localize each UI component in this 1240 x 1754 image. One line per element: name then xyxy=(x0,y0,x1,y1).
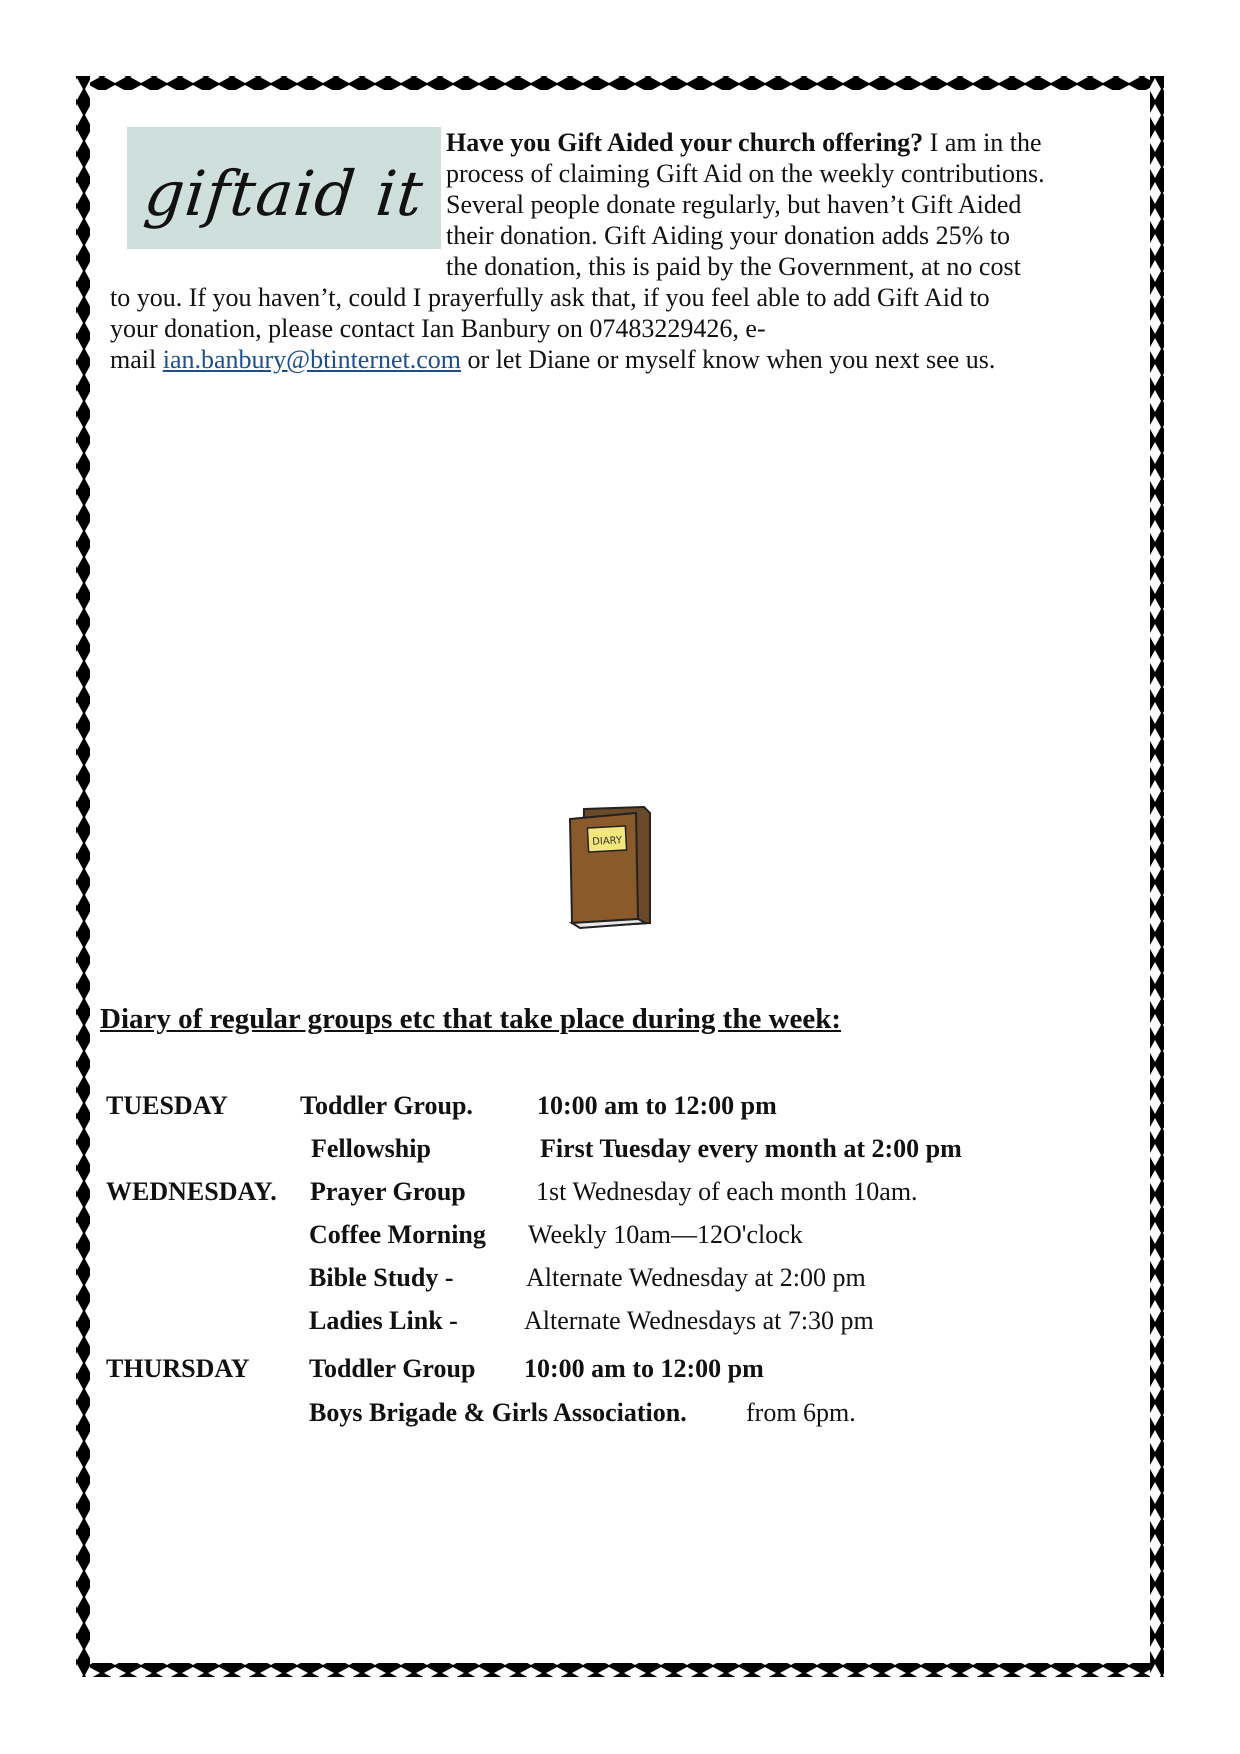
gift-aid-question: Have you Gift Aided your church offering? xyxy=(446,128,924,157)
wednesday-group-3: Bible Study - xyxy=(309,1263,454,1292)
thursday-time-2: from 6pm. xyxy=(746,1398,856,1427)
wednesday-group-1: Prayer Group xyxy=(310,1177,466,1206)
gift-aid-line-8-post: or let Diane or myself know when you next see us. xyxy=(461,345,996,374)
wednesday-time-1: 1st Wednesday of each month 10am. xyxy=(536,1177,918,1206)
giftaid-logo-text: giftaid it xyxy=(141,157,428,230)
email-link[interactable]: ian.banbury@btinternet.com xyxy=(162,345,462,374)
tuesday-time-1: 10:00 am to 12:00 pm xyxy=(537,1091,777,1120)
thursday-time-1: 10:00 am to 12:00 pm xyxy=(524,1354,764,1383)
thursday-group-2: Boys Brigade & Girls Association. xyxy=(309,1398,687,1427)
wednesday-group-4: Ladies Link - xyxy=(309,1306,458,1335)
gift-aid-line-5: the donation, this is paid by the Government, at no cost xyxy=(446,252,1021,281)
gift-aid-line-1-rest: I am in the xyxy=(923,128,1042,157)
wednesday-time-4: Alternate Wednesdays at 7:30 pm xyxy=(524,1306,874,1335)
wednesday-time-2: Weekly 10am—12O'clock xyxy=(528,1220,803,1249)
gift-aid-line-8 xyxy=(110,344,995,375)
day-tuesday: TUESDAY xyxy=(106,1091,228,1120)
gift-aid-line-3: Several people donate regularly, but haven’t Gift Aided xyxy=(446,190,1022,219)
tuesday-time-2: First Tuesday every month at 2:00 pm xyxy=(540,1134,962,1163)
diary-heading: Diary of regular groups etc that take place during the week: xyxy=(100,1003,842,1035)
tuesday-group-1: Toddler Group. xyxy=(300,1091,473,1120)
tuesday-group-2: Fellowship xyxy=(311,1134,431,1163)
gift-aid-line-4: their donation. Gift Aiding your donation adds 25% to xyxy=(446,221,1010,250)
gift-aid-line-8-pre: mail xyxy=(110,345,163,374)
diary-book-icon xyxy=(566,805,652,929)
thursday-group-1: Toddler Group xyxy=(309,1354,476,1383)
giftaid-logo xyxy=(127,127,441,249)
gift-aid-line-6: to you. If you haven’t, could I prayerfully ask that, if you feel able to add Gift Aid to xyxy=(110,283,990,312)
gift-aid-line-7: your donation, please contact Ian Banbury on 07483229426, e- xyxy=(110,314,766,343)
wednesday-time-3: Alternate Wednesday at 2:00 pm xyxy=(526,1263,866,1292)
day-thursday: THURSDAY xyxy=(106,1354,250,1383)
diary-label: DIARY xyxy=(591,835,623,848)
gift-aid-line-1 xyxy=(446,127,1042,158)
gift-aid-line-2: process of claiming Gift Aid on the weekly contributions. xyxy=(446,159,1045,188)
day-wednesday: WEDNESDAY. xyxy=(106,1177,277,1206)
wednesday-group-2: Coffee Morning xyxy=(309,1220,486,1249)
